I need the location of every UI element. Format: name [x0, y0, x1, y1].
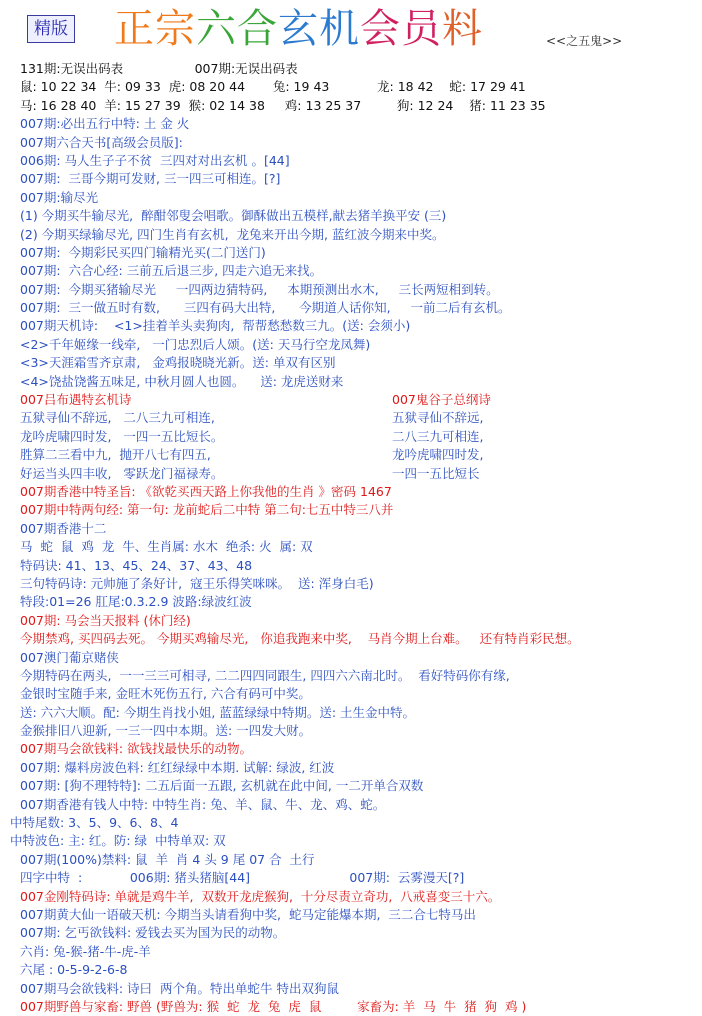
text-line: [20, 354, 690, 372]
text-line: [20, 134, 690, 152]
line-text: 007吕布遇特玄机诗: [20, 392, 132, 408]
line-text: 007期马会欲钱料: 诗曰 两个角。特出单蛇牛 特出双狗鼠: [20, 980, 339, 996]
line-text: 007期: 乞丐欲钱料: 爱钱去买为国为民的动物。: [20, 925, 286, 941]
line-text: 007期天机诗: <1>挂着羊头卖狗肉, 帮帮愁愁数三九。(送: 会须小): [20, 318, 411, 334]
text-line: [20, 226, 690, 244]
text-line: [20, 336, 690, 354]
text-line: [20, 409, 690, 427]
text-line: [20, 704, 690, 722]
text-line: [20, 152, 690, 170]
line-text: 007期野兽与家畜: 野兽 (野兽为: 猴 蛇 龙 兔 虎 鼠 家畜为: 羊 马 牛 猪 狗 鸡 ): [20, 998, 527, 1014]
line-text: 007期香港十二: [20, 520, 107, 536]
line-text-right: 一四一五比短长: [392, 465, 480, 481]
title-char: 宗: [155, 6, 196, 52]
text-line: [20, 924, 690, 942]
text-line: [20, 115, 690, 133]
line-text: 131期:无误出码表 007期:无误出码表: [20, 61, 298, 76]
line-text: 特码诀: 41、13、45、24、37、43、48: [20, 557, 253, 573]
text-line: [20, 501, 690, 519]
line-text: 今期特码在两头, 一一三三可相寻, 二二四四同跟生, 四四六六南北时。 看好特码你有缘,: [20, 667, 510, 683]
text-line: [20, 78, 690, 96]
page-subtitle: <<之五鬼>>: [546, 34, 623, 48]
line-text: 今期禁鸡, 买四码去死。 今期买鸡输尽光, 你追我跑来中奖, 马肖今期上台难。 还有特肖彩民想。: [20, 631, 580, 647]
line-text: 007期: 今期买猪输尽光 一四两边猜特码, 本期预测出水木, 三长两短相到转。: [20, 281, 499, 297]
line-text-right: 二八三九可相连,: [392, 428, 484, 444]
text-line: [20, 520, 690, 538]
line-text: 007期中特两句经: 第一句: 龙前蛇后二中特 第二句:七五中特三八并: [20, 502, 394, 518]
text-line: [20, 649, 690, 667]
line-text: 006期: 马人生子子不贫 三四对对出玄机 。[44]: [20, 152, 290, 168]
line-text: 五狱寻仙不辞远, 二八三九可相连,: [20, 410, 215, 426]
text-line: [20, 189, 690, 207]
text-line: [20, 60, 690, 78]
line-text: 007期:输尽光: [20, 189, 99, 205]
text-line: [20, 557, 690, 575]
line-text: 007期: 三哥今期可发财, 三一四三可相连。[?]: [20, 171, 281, 187]
line-text-right: 五狱寻仙不辞远,: [392, 410, 484, 426]
text-line: [20, 630, 690, 648]
text-line: [20, 483, 690, 501]
line-text: 中特尾数: 3、5、9、6、8、4: [10, 815, 179, 831]
line-text: 007期: 六合心经: 三前五后退三步, 四走六追无来找。: [20, 263, 323, 279]
title-char: 员: [401, 6, 442, 52]
text-line: [20, 888, 690, 906]
text-line: [20, 685, 690, 703]
line-text: 007期(100%)禁料: 鼠 羊 肖 4 头 9 尾 07 合 土行: [20, 851, 315, 867]
text-line: [20, 299, 690, 317]
line-text: 007期: 马会当天报料 (休门经): [20, 612, 191, 628]
page-header: [0, 0, 702, 60]
line-text: 中特波色: 主: 红。防: 绿 中特单双: 双: [10, 833, 226, 849]
line-text: 007期: 今期彩民买四门输精光买(二门送门): [20, 244, 266, 260]
text-line: [20, 593, 690, 611]
line-text: 三句特码诗: 元帅施了条好计, 寇王乐得笑咪咪。 送: 浑身白毛): [20, 575, 374, 591]
edition-badge: 精版: [27, 15, 75, 43]
line-text: 特段:01=26 肛尾:0.3.2.9 波路:绿波红波: [20, 594, 252, 610]
text-line: [20, 428, 690, 446]
text-line: [10, 832, 690, 850]
line-text: 007期: 爆料房波色料: 红红绿绿中本期. 试解: 绿波, 红波: [20, 759, 335, 775]
text-line: [10, 814, 690, 832]
text-line: [20, 97, 690, 115]
text-line: [20, 759, 690, 777]
text-line: [20, 244, 690, 262]
line-text: 007期黄大仙一语破天机: 今期当头请看狗中奖, 蛇马定能爆本期, 三二合七特马出: [20, 906, 476, 922]
text-line: [20, 317, 690, 335]
line-text: 007金刚特码诗: 单就是鸡牛羊, 双数开龙虎猴狗, 十分尽责立奇功, 八戒喜变三十六。: [20, 888, 501, 904]
text-line: [20, 667, 690, 685]
text-line: [20, 906, 690, 924]
title-char: 会: [360, 6, 401, 52]
line-text: 金银时宝随手来, 金旺木死伤五行, 六合有码可中奖。: [20, 686, 311, 702]
title-char: 六: [196, 6, 237, 52]
line-text: 送: 六六大顺。配: 今期生肖找小姐, 蓝蓝绿绿中特期。送: 土生金中特。: [20, 704, 416, 720]
line-text: (2) 今期买绿输尽光, 四门生肖有玄机, 龙兔来开出今期, 蓝红波今期来中奖。: [20, 226, 445, 242]
line-text: 好运当头四丰收, 零跃龙门福禄寿。: [20, 465, 224, 481]
text-line: [20, 207, 690, 225]
line-text: 007澳门葡京赌侠: [20, 649, 119, 665]
text-line: [20, 980, 690, 998]
line-text: 007期: [狗不理特特]: 二五后面一五跟, 玄机就在此中间, 一二开单合双数: [20, 778, 424, 794]
text-line: [20, 170, 690, 188]
text-line: [20, 851, 690, 869]
line-text: 007期马会欲钱料: 欲钱找最快乐的动物。: [20, 741, 253, 757]
text-line: [20, 262, 690, 280]
line-text: <3>天涯霜雪齐京肃, 金鸡报晓晓光新。送: 单双有区别: [20, 355, 336, 371]
line-text: 马 蛇 鼠 鸡 龙 牛、生肖属: 水木 绝杀: 火 属: 双: [20, 539, 313, 555]
line-text: 007期:必出五行中特: 土 金 火: [20, 116, 190, 132]
text-line: [20, 373, 690, 391]
text-line: [20, 391, 690, 409]
content-list: [10, 60, 690, 1016]
line-text: <4>饶盐饶酱五味足, 中秋月圆人也圆。 送: 龙虎送财来: [20, 373, 344, 389]
title-char: 玄: [278, 6, 319, 52]
line-text: 金猴排旧八迎新, 一三一四中本期。送: 一四发大财。: [20, 723, 312, 739]
line-text: 007期香港有钱人中特: 中特生肖: 兔、羊、鼠、牛、龙、鸡、蛇。: [20, 796, 386, 812]
line-text: 四字中特 : 006期: 猪头猪脑[44] 007期: 云雾漫天[?]: [20, 870, 465, 886]
text-line: [20, 722, 690, 740]
text-line: [20, 575, 690, 593]
line-text: 马: 16 28 40 羊: 15 27 39 猴: 02 14 38 鸡: 13 25 37 狗: 12 24 猪: 11 23 35: [20, 97, 546, 113]
text-line: [20, 281, 690, 299]
title-char: 料: [442, 6, 483, 52]
line-text-right: 龙吟虎啸四时发,: [392, 447, 484, 463]
line-text: 007期香港中特圣旨: 《欲乾买西天路上你我他的生肖 》密码 1467: [20, 483, 392, 499]
line-text: 六尾 : 0-5-9-2-6-8: [20, 962, 128, 978]
line-text: 007期: 三一做五时有数, 三四有码大出特, 今期道人话你知, 一前二后有玄机。: [20, 300, 511, 316]
text-line: [20, 777, 690, 795]
title-char: 合: [237, 6, 278, 52]
text-line: [20, 998, 690, 1016]
line-text: 六肖: 兔-猴-猪-牛-虎-羊: [20, 943, 151, 959]
text-line: [20, 465, 690, 483]
line-text: 鼠: 10 22 34 牛: 09 33 虎: 08 20 44 兔: 19 43 龙: 18 42 蛇: 17 29 41: [20, 79, 526, 95]
text-line: [20, 538, 690, 556]
line-text: <2>千年姬缘一线牵, 一门忠烈后人颂。(送: 天马行空龙凤舞): [20, 336, 371, 352]
title-char: 正: [114, 6, 155, 52]
text-line: [20, 961, 690, 979]
text-line: [20, 869, 690, 887]
line-text: 胜算二三看中九, 抛开八七有四五,: [20, 447, 211, 463]
text-line: [20, 612, 690, 630]
page-title: [114, 4, 483, 54]
line-text: (1) 今期买牛输尽光, 醉酣邻叟会唱歌。御酥做出五模样,献去猪羊换平安 (三): [20, 208, 447, 224]
text-line: [20, 943, 690, 961]
line-text: 龙吟虎啸四时发, 一四一五比短长。: [20, 428, 224, 444]
title-char: 机: [319, 6, 360, 52]
text-line: [20, 446, 690, 464]
text-line: [20, 740, 690, 758]
text-line: [20, 796, 690, 814]
line-text-right: 007鬼谷子总纲诗: [392, 392, 491, 408]
line-text: 007期六合天书[高级会员版]:: [20, 134, 183, 150]
